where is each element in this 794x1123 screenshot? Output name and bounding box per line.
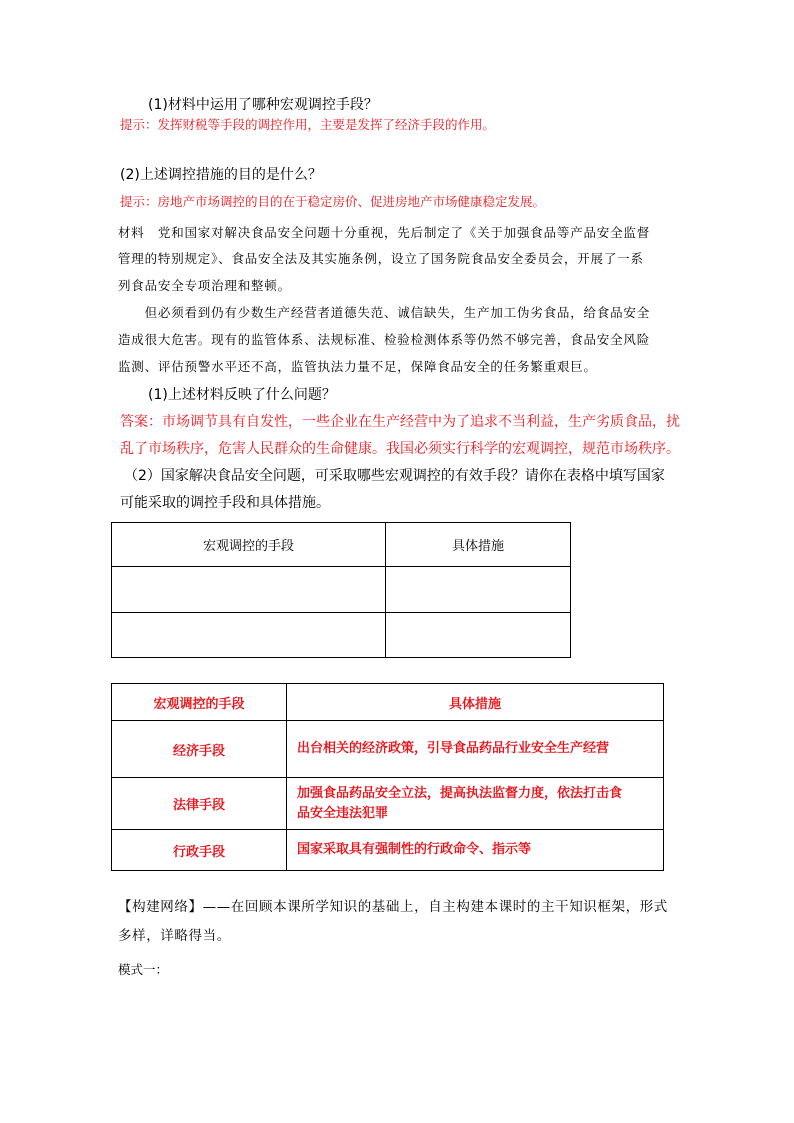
material-line: 管理的特别规定》、食品安全法及其实施条例，设立了国务院食品安全委员会，开展了一系	[118, 251, 644, 266]
table-cell	[386, 567, 571, 613]
network-line: 【构建网络】——在回顾本课所学知识的基础上，自主构建本课时的主干知识框架，形式	[118, 899, 668, 915]
table-cell	[112, 613, 386, 658]
table-row	[112, 830, 664, 871]
empty-answer-table	[111, 522, 571, 658]
q2-question: (2)上述调控措施的目的是什么？	[120, 167, 322, 183]
q3-answer-line: 答案：市场调节具有自发性，一些企业在生产经营中为了追求不当利益，生产劣质食品，扰	[120, 414, 680, 430]
measure-line: 品安全违法犯罪	[297, 805, 389, 821]
q4-question-line: （2）国家解决食品安全问题，可采取哪些宏观调控的有效手段？请你在表格中填写国家	[124, 468, 665, 484]
measure-cell: 国家采取具有强制性的行政命令、指示等	[287, 830, 664, 871]
means-cell: 行政手段	[112, 830, 287, 871]
material-line: 但必须看到仍有少数生产经营者道德失范、诚信缺失，生产加工伪劣食品，给食品安全	[118, 305, 651, 320]
measure-line: 加强食品药品安全立法，提高执法监督力度，依法打击食	[297, 785, 623, 801]
q4-question-line: 可能采取的调控手段和具体措施。	[120, 495, 330, 511]
answer-table	[111, 683, 664, 871]
means-cell: 法律手段	[112, 778, 287, 830]
table-header: 具体措施	[386, 523, 571, 567]
network-line: 多样，详略得当。	[118, 928, 231, 944]
means-cell: 经济手段	[112, 721, 287, 778]
material-line: 材料 党和国家对解决食品安全问题十分重视，先后制定了《关于加强食品等产品安全监督	[118, 225, 651, 240]
table-header: 宏观调控的手段	[112, 523, 386, 567]
table-row	[112, 778, 664, 830]
mode-label: 模式一：	[118, 962, 169, 977]
q3-answer-line: 乱了市场秩序，危害人民群众的生命健康。我国必须实行科学的宏观调控，规范市场秩序。	[120, 441, 680, 457]
material-line: 列食品安全专项治理和整顿。	[118, 278, 291, 293]
table-row	[112, 721, 664, 778]
q2-hint: 提示：房地产市场调控的目的在于稳定房价、促进房地产市场健康稳定发展。	[120, 194, 546, 209]
q1-question: (1)材料中运用了哪种宏观调控手段？	[148, 97, 378, 113]
q3-question: (1)上述材料反映了什么问题？	[148, 387, 336, 403]
q1-hint: 提示：发挥财税等手段的调控作用，主要是发挥了经济手段的作用。	[120, 117, 496, 132]
table-header: 具体措施	[287, 684, 664, 721]
measure-cell: 出台相关的经济政策，引导食品药品行业安全生产经营	[287, 721, 664, 778]
material-line: 监测、评估预警水平还不高，监管执法力量不足，保障食品安全的任务繁重艰巨。	[118, 359, 597, 374]
measure-cell	[287, 778, 664, 830]
table-cell	[386, 613, 571, 658]
material-line: 造成很大危害。现有的监管体系、法规标准、检验检测体系等仍然不够完善，食品安全风险	[118, 332, 651, 347]
table-header: 宏观调控的手段	[112, 684, 287, 721]
table-cell	[112, 567, 386, 613]
